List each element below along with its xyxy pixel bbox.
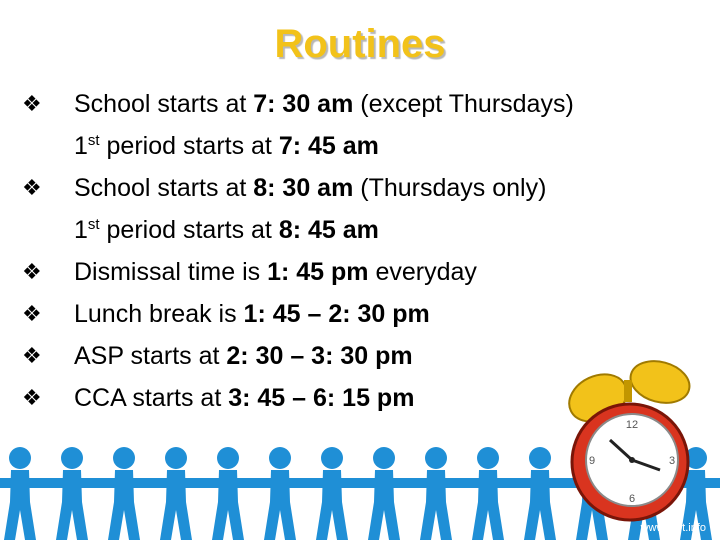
- list-item-text: School starts at 7: 30 am (except Thursdays): [74, 90, 574, 118]
- footer-url: www.fppt.info: [640, 522, 706, 534]
- clock-number-6: 6: [628, 493, 636, 505]
- diamond-dots-icon: ❖: [22, 91, 42, 116]
- bell-hammer: [624, 380, 632, 402]
- diamond-dots-icon: ❖: [22, 175, 42, 200]
- paper-person: [94, 447, 154, 540]
- list-subline: [22, 125, 682, 167]
- paper-person: [146, 447, 206, 540]
- clock-number-12: 12: [625, 419, 639, 431]
- diamond-dots-icon: ❖: [22, 343, 42, 368]
- list-item-text: 1st period starts at 7: 45 am: [74, 132, 379, 160]
- list-item-text: Dismissal time is 1: 45 pm everyday: [74, 258, 477, 286]
- list-item-text: Lunch break is 1: 45 – 2: 30 pm: [74, 300, 430, 328]
- list-item: [22, 293, 682, 335]
- right-bell: [626, 360, 694, 409]
- list-item-text: CCA starts at 3: 45 – 6: 15 pm: [74, 384, 415, 412]
- list-item: [22, 83, 682, 125]
- paper-person: [198, 447, 258, 540]
- diamond-dots-icon: ❖: [22, 301, 42, 326]
- list-item-text: 1st period starts at 8: 45 am: [74, 216, 379, 244]
- paper-person: [42, 447, 102, 540]
- list-item-text: School starts at 8: 30 am (Thursdays only): [74, 174, 547, 202]
- list-item-text: ASP starts at 2: 30 – 3: 30 pm: [74, 342, 413, 370]
- paper-person: [250, 447, 310, 540]
- alarm-clock-image: [560, 360, 720, 540]
- paper-person: [354, 447, 414, 540]
- diamond-dots-icon: ❖: [22, 385, 42, 410]
- paper-person: [406, 447, 466, 540]
- diamond-dots-icon: ❖: [22, 259, 42, 284]
- list-subline: [22, 209, 682, 251]
- paper-person: [458, 447, 518, 540]
- list-item: [22, 167, 682, 209]
- clock-number-9: 9: [588, 455, 596, 467]
- paper-person: [0, 447, 50, 540]
- clock-number-3: 3: [668, 455, 676, 467]
- list-item: [22, 251, 682, 293]
- slide-title: Routines: [274, 22, 446, 66]
- paper-person: [302, 447, 362, 540]
